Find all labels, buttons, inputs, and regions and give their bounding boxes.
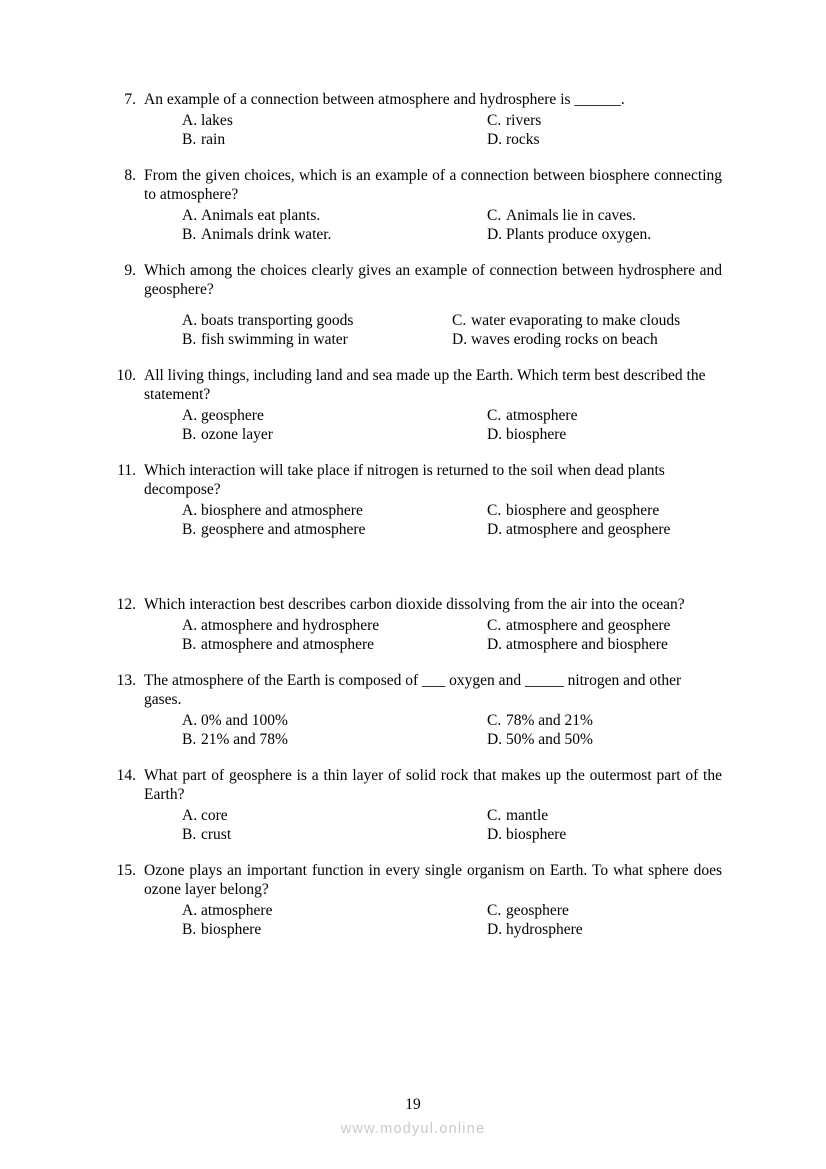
choice-option[interactable]	[182, 730, 487, 749]
spacer	[104, 654, 722, 671]
choice-text: atmosphere	[201, 902, 273, 919]
choice-text: crust	[201, 826, 232, 843]
question-body	[144, 90, 722, 149]
spacer	[104, 444, 722, 461]
choice-letter: C.	[487, 807, 502, 824]
question-stem: Which interaction best describes carbon dioxide dissolving from the air into the ocean?	[144, 596, 685, 613]
choice-letter: B.	[182, 826, 197, 843]
choice-option[interactable]	[182, 901, 487, 920]
choice-letter: A.	[182, 807, 198, 824]
choice-letter: A.	[182, 207, 198, 224]
question-body	[144, 766, 722, 844]
question-stem: Which among the choices clearly gives an example of connection between hydrosphere and geosphere?	[144, 262, 722, 298]
choice-text: mantle	[506, 807, 549, 824]
choice-option[interactable]	[182, 920, 487, 939]
choice-grid	[182, 901, 722, 939]
choice-option[interactable]	[487, 730, 722, 749]
choice-letter: B.	[182, 131, 197, 148]
question-body	[144, 261, 722, 349]
choice-option[interactable]	[487, 635, 722, 654]
question-item	[104, 461, 722, 539]
choice-text: rocks	[506, 131, 540, 148]
choice-option[interactable]	[182, 520, 487, 539]
question-number: 14.	[116, 767, 136, 784]
choice-letter: D.	[487, 426, 503, 443]
choice-option[interactable]	[487, 901, 722, 920]
choice-letter: C.	[452, 312, 467, 329]
question-item	[104, 595, 722, 654]
choice-text: Animals drink water.	[201, 226, 332, 243]
question-body	[144, 166, 722, 244]
choice-letter: C.	[487, 207, 502, 224]
watermark: www.modyul.online	[340, 1121, 486, 1137]
choice-text: fish swimming in water	[201, 331, 348, 348]
choice-text: Animals eat plants.	[201, 207, 321, 224]
choice-text: geosphere	[201, 407, 264, 424]
choice-option[interactable]	[182, 425, 487, 444]
choice-text: biosphere	[506, 426, 567, 443]
choice-text: 21% and 78%	[201, 731, 288, 748]
choice-text: core	[201, 807, 228, 824]
question-item	[104, 766, 722, 844]
question-body	[144, 366, 722, 444]
choice-text: waves eroding rocks on beach	[471, 331, 658, 348]
choice-option[interactable]	[182, 206, 487, 225]
choice-grid	[182, 711, 722, 749]
choice-option[interactable]	[452, 311, 722, 330]
question-stem: What part of geosphere is a thin layer of solid rock that makes up the outermost part of the Earth?	[144, 767, 722, 803]
question-number: 13.	[116, 672, 136, 689]
choice-letter: A.	[182, 112, 198, 129]
choice-grid	[182, 111, 722, 149]
choice-grid	[182, 616, 722, 654]
spacer	[104, 149, 722, 166]
choice-text: hydrosphere	[506, 921, 583, 938]
choice-letter: A.	[182, 502, 198, 519]
question-item	[104, 166, 722, 244]
spacer	[104, 749, 722, 766]
question-number: 10.	[116, 367, 136, 384]
choice-letter: D.	[487, 921, 503, 938]
choice-letter: C.	[487, 112, 502, 129]
choice-option[interactable]	[487, 520, 722, 539]
question-stem: Which interaction will take place if nitrogen is returned to the soil when dead plants decompose?	[144, 462, 665, 498]
question-number: 7.	[124, 91, 136, 108]
choice-option[interactable]	[452, 330, 722, 349]
choice-option[interactable]	[182, 130, 487, 149]
choice-option[interactable]	[182, 616, 487, 635]
choice-option[interactable]	[182, 111, 487, 130]
question-stem: The atmosphere of the Earth is composed of ___ oxygen and _____ nitrogen and other gases.	[144, 672, 682, 708]
choice-grid	[182, 806, 722, 844]
choice-text: boats transporting goods	[201, 312, 354, 329]
spacer	[104, 349, 722, 366]
choice-option[interactable]	[487, 825, 722, 844]
choice-grid	[182, 501, 722, 539]
question-body	[144, 671, 722, 749]
choice-text: rivers	[506, 112, 542, 129]
choice-option[interactable]	[182, 711, 487, 730]
choice-text: atmosphere and hydrosphere	[201, 617, 380, 634]
choice-option[interactable]	[487, 920, 722, 939]
choice-text: atmosphere and geosphere	[506, 617, 671, 634]
question-number: 15.	[116, 862, 136, 879]
choice-text: lakes	[201, 112, 233, 129]
choice-text: biosphere	[201, 921, 262, 938]
choice-text: water evaporating to make clouds	[471, 312, 681, 329]
choice-text: biosphere and atmosphere	[201, 502, 363, 519]
spacer	[104, 539, 722, 595]
question-item	[104, 671, 722, 749]
choice-option[interactable]	[182, 501, 487, 520]
page-number: 19	[405, 1096, 421, 1113]
choice-text: 78% and 21%	[506, 712, 593, 729]
choice-letter: B.	[182, 521, 197, 538]
question-number: 12.	[116, 596, 136, 613]
choice-letter: A.	[182, 712, 198, 729]
choice-text: geosphere and atmosphere	[201, 521, 366, 538]
question-number: 11.	[117, 462, 136, 479]
choice-option[interactable]	[487, 616, 722, 635]
question-stem: An example of a connection between atmosphere and hydrosphere is ______.	[144, 91, 625, 108]
question-stem: Ozone plays an important function in every single organism on Earth. To what sphere does ozone layer belong?	[144, 862, 722, 898]
choice-option[interactable]	[182, 330, 452, 349]
choice-text: ozone layer	[201, 426, 273, 443]
choice-option[interactable]	[487, 425, 722, 444]
choice-letter: B.	[182, 226, 197, 243]
choice-letter: D.	[487, 636, 503, 653]
choice-text: rain	[201, 131, 226, 148]
choice-text: 0% and 100%	[201, 712, 288, 729]
choice-letter: C.	[487, 407, 502, 424]
choice-option[interactable]	[487, 806, 722, 825]
question-body	[144, 595, 722, 654]
choice-letter: D.	[452, 331, 468, 348]
question-item	[104, 366, 722, 444]
choice-text: atmosphere and geosphere	[506, 521, 671, 538]
question-number: 9.	[124, 262, 136, 279]
choice-letter: C.	[487, 502, 502, 519]
choice-letter: C.	[487, 712, 502, 729]
question-item	[104, 861, 722, 939]
question-item	[104, 261, 722, 349]
choice-option[interactable]	[487, 225, 722, 244]
choice-option[interactable]	[182, 806, 487, 825]
choice-letter: D.	[487, 131, 503, 148]
choice-letter: B.	[182, 921, 197, 938]
choice-option[interactable]	[487, 406, 722, 425]
choice-letter: A.	[182, 312, 198, 329]
spacer	[104, 844, 722, 861]
choice-letter: D.	[487, 826, 503, 843]
choice-letter: B.	[182, 426, 197, 443]
choice-text: geosphere	[506, 902, 569, 919]
choice-text: atmosphere and atmosphere	[201, 636, 375, 653]
choice-option[interactable]	[487, 130, 722, 149]
choice-grid	[182, 406, 722, 444]
spacer	[104, 244, 722, 261]
choice-letter: A.	[182, 902, 198, 919]
question-stem: From the given choices, which is an example of a connection between biosphere connecting to atmosphere?	[144, 167, 722, 203]
choice-option[interactable]	[487, 501, 722, 520]
choice-letter: D.	[487, 731, 503, 748]
choice-letter: D.	[487, 521, 503, 538]
choice-option[interactable]	[182, 635, 487, 654]
question-body	[144, 861, 722, 939]
choice-grid	[182, 206, 722, 244]
choice-option[interactable]	[182, 406, 487, 425]
choice-letter: D.	[487, 226, 503, 243]
choice-grid	[182, 311, 722, 349]
choice-text: atmosphere and biosphere	[506, 636, 668, 653]
choice-text: Plants produce oxygen.	[506, 226, 652, 243]
choice-text: 50% and 50%	[506, 731, 593, 748]
choice-option[interactable]	[487, 206, 722, 225]
choice-letter: A.	[182, 617, 198, 634]
choice-option[interactable]	[487, 711, 722, 730]
choice-letter: C.	[487, 617, 502, 634]
question-stem: All living things, including land and sea made up the Earth. Which term best described the statement?	[144, 367, 706, 403]
choice-letter: B.	[182, 731, 197, 748]
choice-option[interactable]	[182, 825, 487, 844]
choice-text: Animals lie in caves.	[506, 207, 636, 224]
choice-option[interactable]	[182, 225, 487, 244]
choice-text: atmosphere	[506, 407, 578, 424]
choice-letter: B.	[182, 636, 197, 653]
choice-letter: A.	[182, 407, 198, 424]
choice-text: biosphere	[506, 826, 567, 843]
choice-text: biosphere and geosphere	[506, 502, 660, 519]
choice-option[interactable]	[182, 311, 452, 330]
question-item	[104, 90, 722, 149]
question-body	[144, 461, 722, 539]
question-number: 8.	[124, 167, 136, 184]
choice-letter: C.	[487, 902, 502, 919]
choice-option[interactable]	[487, 111, 722, 130]
choice-letter: B.	[182, 331, 197, 348]
